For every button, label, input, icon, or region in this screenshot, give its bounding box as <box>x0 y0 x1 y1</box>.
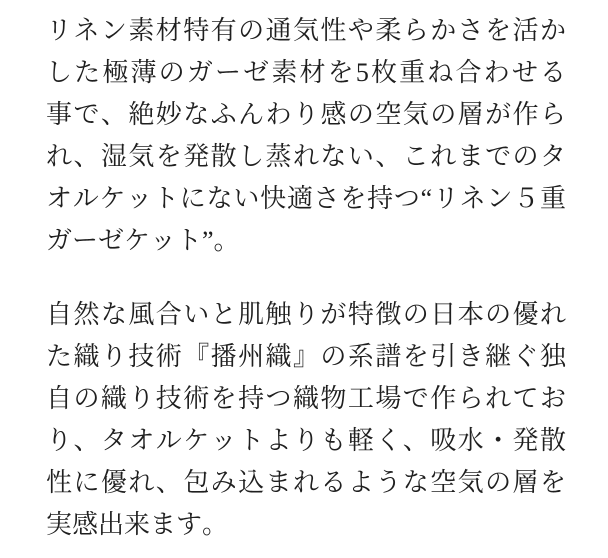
text-line: れ、湿気を発散し蒸れない、これまでのタ <box>46 142 566 171</box>
text-line: 自の織り技術を持つ織物工場で作られてお <box>46 384 566 413</box>
text-line: した極薄のガーゼ素材を5枚重ね合わせる <box>46 58 566 87</box>
text-line: 事で、絶妙なふんわり感の空気の層が作ら <box>46 100 566 129</box>
text-line: ガーゼケット”。 <box>46 226 240 255</box>
text-line: 自然な風合いと肌触りが特徴の日本の優れ <box>46 300 566 329</box>
text-line: リネン素材特有の通気性や柔らかさを活か <box>46 16 566 45</box>
text-line: 実感出来ます。 <box>46 510 229 539</box>
paragraph-banshu-ori-craft <box>46 294 566 546</box>
text-line: り、タオルケットよりも軽く、吸水・発散 <box>46 426 566 455</box>
paragraph-linen-gauze-intro <box>46 10 566 262</box>
text-line: た織り技術『播州織』の系譜を引き継ぐ独 <box>46 342 566 371</box>
text-line: オルケットにない快適さを持つ“リネン５重 <box>46 184 566 213</box>
text-line: 性に優れ、包み込まれるような空気の層を <box>46 468 566 497</box>
